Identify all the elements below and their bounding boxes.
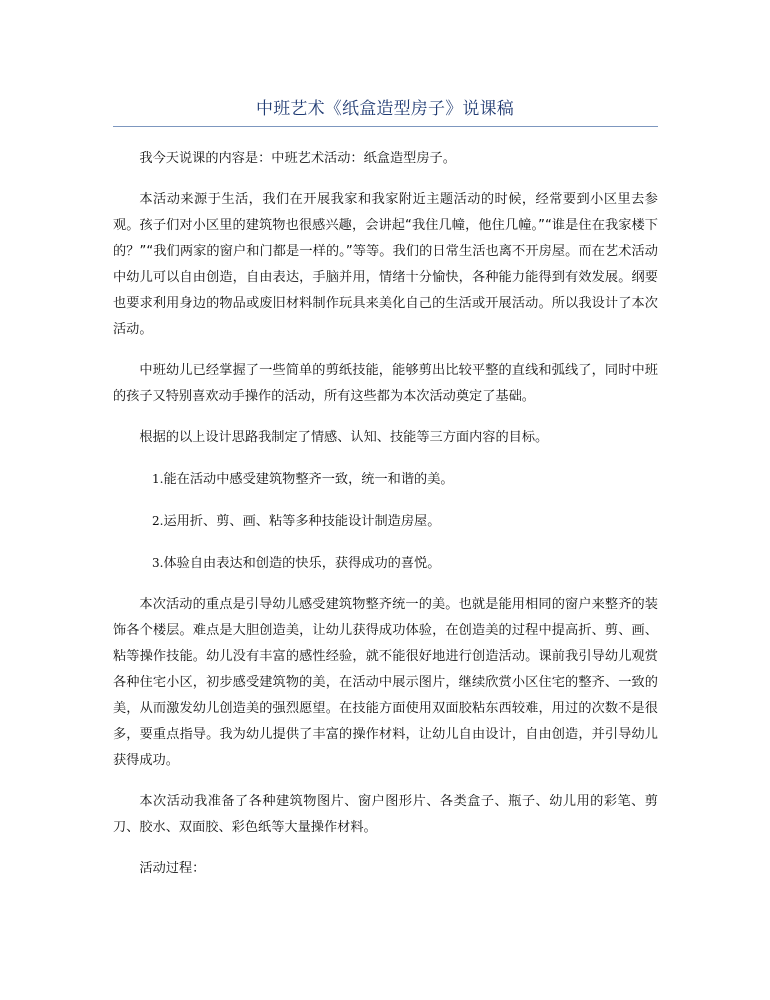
paragraph-key-points: 本次活动的重点是引导幼儿感受建筑物整齐统一的美。也就是能用相同的窗户来整齐的装饰各个楼层。难点是大胆创造美，让幼儿获得成功体验，在创造美的过程中提高折、剪、画、粘等操作技能。幼儿没有丰富的感性经验，就不能很好地进行创造活动。课前我引导幼儿观赏各种住宅小区，初步感受建筑物的美，在活动中展示图片，继续欣赏小区住宅的整齐、一致的美，从而激发幼儿创造美的强烈愿望。在技能方面使用双面胶粘东西较难，用过的次数不是很多，要重点指导。我为幼儿提供了丰富的操作材料，让幼儿自由设计，自由创造，并引导幼儿获得成功。 (113, 597, 658, 768)
paragraph-goals-intro: 根据的以上设计思路我制定了情感、认知、技能等三方面内容的目标。 (139, 430, 549, 445)
title-divider (113, 126, 658, 127)
paragraph-process-heading: 活动过程： (139, 861, 206, 876)
document-body (113, 146, 658, 897)
goal-text: 体验自由表达和创造的快乐，获得成功的喜悦。 (163, 556, 441, 571)
goal-number: 1. (152, 472, 164, 486)
goal-text: 能在活动中感受建筑物整齐一致，统一和谐的美。 (163, 472, 454, 487)
goal-text: 运用折、剪、画、粘等多种技能设计制造房屋。 (163, 514, 441, 529)
goal-number: 3. (152, 556, 164, 570)
paragraph-children-ability: 中班幼儿已经掌握了一些简单的剪纸技能，能够剪出比较平整的直线和弧线了，同时中班的孩子又特别喜欢动手操作的活动，所有这些都为本次活动奠定了基础。 (113, 363, 658, 404)
goal-item (113, 550, 658, 577)
paragraph-intro: 我今天说课的内容是：中班艺术活动：纸盒造型房子。 (139, 151, 456, 166)
goal-number: 2. (152, 514, 164, 528)
goal-item (113, 466, 658, 493)
paragraph-materials: 本次活动我准备了各种建筑物图片、窗户图形片、各类盒子、瓶子、幼儿用的彩笔、剪刀、胶水、双面胶、彩色纸等大量操作材料。 (113, 794, 658, 835)
paragraph-background: 本活动来源于生活，我们在开展我家和我家附近主题活动的时候，经常要到小区里去参观。孩子们对小区里的建筑物也很感兴趣，会讲起“我住几幢，他住几幢。”“谁是住在我家楼下的？”“我们两家的窗户和门都是一样的。”等等。我们的日常生活也离不开房屋。而在艺术活动中幼儿可以自由创造，自由表达，手脑并用，情绪十分愉快，各种能力能得到有效发展。纲要也要求利用身边的物品或废旧材料制作玩具来美化自己的生活或开展活动。所以我设计了本次活动。 (113, 192, 658, 337)
page-title: 中班艺术《纸盒造型房子》说课稿 (256, 99, 514, 119)
goal-item (113, 508, 658, 535)
